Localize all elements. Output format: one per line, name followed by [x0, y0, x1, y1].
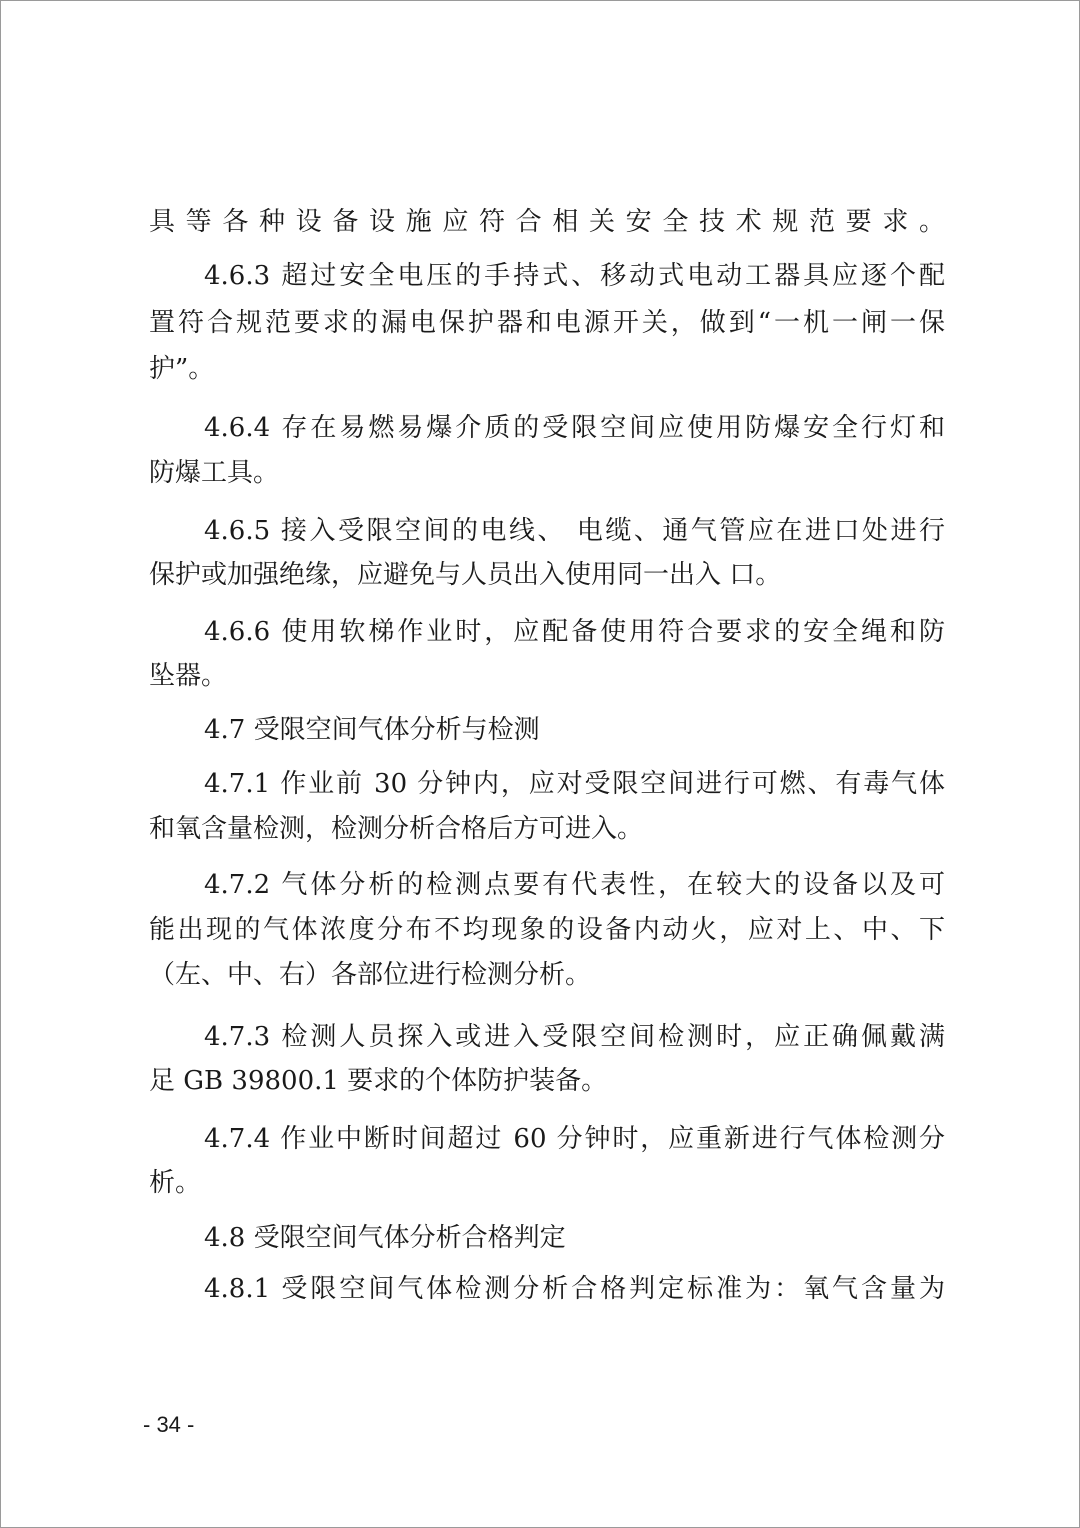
section-4-7-heading: 4.7 受限空间气体分析与检测 [204, 715, 540, 745]
text-line: 坠器。 [149, 661, 228, 691]
text-line: 和氧含量检测，检测分析合格后方可进入。 [149, 814, 644, 844]
text-line: 保护或加强绝缘，应避免与人员出入使用同一出入 口。 [149, 560, 782, 590]
section-4-8-heading: 4.8 受限空间气体分析合格判定 [204, 1223, 566, 1253]
clause-4-7-4-heading-line: 4.7.4 作业中断时间超过 60 分钟时，应重新进行气体检测分 [204, 1124, 945, 1154]
text-line: 护”。 [149, 354, 215, 384]
page-number: - 34 - [143, 1412, 195, 1437]
text-line: 防爆工具。 [149, 458, 280, 488]
text-line: 置符合规范要求的漏电保护器和电源开关，做到“一机一闸一保 [149, 308, 945, 338]
text-line: 具等各种设备设施应符合相关安全技术规范要求。 [149, 207, 945, 237]
clause-4-7-3-heading-line: 4.7.3 检测人员探入或进入受限空间检测时，应正确佩戴满 [204, 1022, 945, 1052]
clause-4-6-6-heading-line: 4.6.6 使用软梯作业时，应配备使用符合要求的安全绳和防 [204, 617, 945, 647]
text-line: （左、中、右）各部位进行检测分析。 [149, 960, 592, 990]
clause-4-7-2-heading-line: 4.7.2 气体分析的检测点要有代表性，在较大的设备以及可 [204, 870, 945, 900]
clause-4-7-1-heading-line: 4.7.1 作业前 30 分钟内，应对受限空间进行可燃、有毒气体 [204, 769, 945, 799]
text-line: 足 GB 39800.1 要求的个体防护装备。 [149, 1066, 608, 1096]
clause-4-6-3-heading-line: 4.6.3 超过安全电压的手持式、移动式电动工器具应逐个配 [204, 261, 945, 291]
clause-4-6-4-heading-line: 4.6.4 存在易燃易爆介质的受限空间应使用防爆安全行灯和 [204, 413, 945, 443]
clause-4-6-5-heading-line: 4.6.5 接入受限空间的电线、 电缆、通气管应在进口处进行 [204, 516, 945, 546]
text-line: 析。 [149, 1168, 202, 1198]
text-line: 能出现的气体浓度分布不均现象的设备内动火，应对上、中、下 [149, 915, 945, 945]
clause-4-8-1-heading-line: 4.8.1 受限空间气体检测分析合格判定标准为：氧气含量为 [204, 1274, 945, 1304]
